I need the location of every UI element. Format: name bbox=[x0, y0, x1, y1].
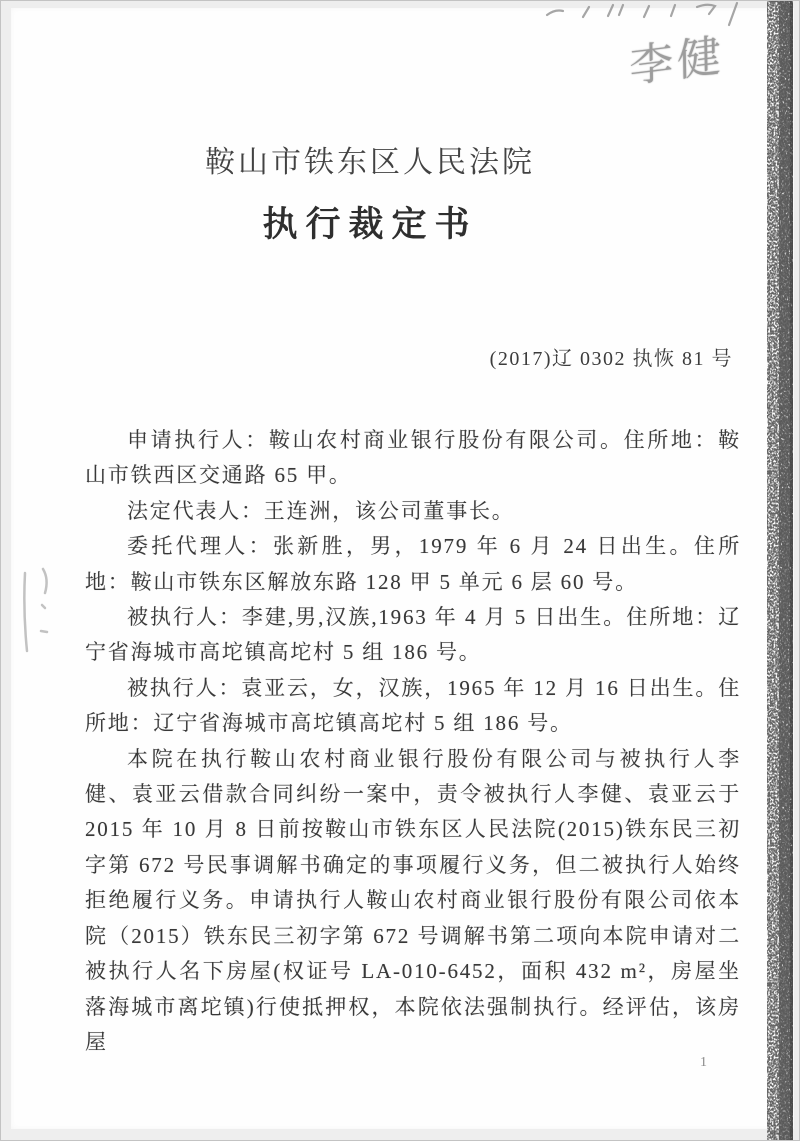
court-name-heading: 鞍山市铁东区人民法院 bbox=[205, 146, 535, 179]
paragraph-legal-representative: 法定代表人：王连洲，该公司董事长。 bbox=[127, 498, 515, 523]
document-title: 执行裁定书 bbox=[262, 205, 478, 244]
paragraph-applicant: 申请执行人：鞍山农村商业银行股份有限公司。住所地：鞍山市铁西区交通路 65 甲。 bbox=[85, 428, 741, 488]
case-number: (2017)辽 0302 执恢 81 号 bbox=[489, 348, 733, 370]
document-body bbox=[85, 423, 741, 1060]
paragraph-respondent-1: 被执行人：李建,男,汉族,1963 年 4 月 5 日出生。住所地：辽宁省海城市高坨镇高坨村 5 组 186 号。 bbox=[85, 605, 741, 665]
handwritten-signature: 李健 bbox=[629, 31, 726, 93]
page-number: 1 bbox=[700, 1055, 707, 1070]
paragraph-authorized-agent: 委托代理人：张新胜，男，1979 年 6 月 24 日出生。住所地：鞍山市铁东区解放东路 128 甲 5 单元 6 层 60 号。 bbox=[85, 534, 741, 594]
paragraph-case-facts: 本院在执行鞍山农村商业银行股份有限公司与被执行人李健、袁亚云借款合同纠纷一案中，责令被执行人李健、袁亚云于 2015 年 10 月 8 日前按鞍山市铁东区人民法院(2015)铁东民三初字第 672 号民事调解书确定的事项履行义务，但二被执行人始终拒绝履行义务。申请执行人鞍山农村商业银行股份有限公司依本院（2015）铁东民三初字第 672 号调解书第二项向本院申请对二被执行人名下房屋(权证号 LA-010-6452，面积 432 m²，房屋坐落海城市离坨镇)行使抵押权，本院依法强制执行。经评估，该房屋 bbox=[85, 746, 741, 1054]
paragraph-respondent-2: 被执行人：袁亚云，女，汉族，1965 年 12 月 16 日出生。住所地：辽宁省海城市高坨镇高坨村 5 组 186 号。 bbox=[85, 675, 741, 736]
